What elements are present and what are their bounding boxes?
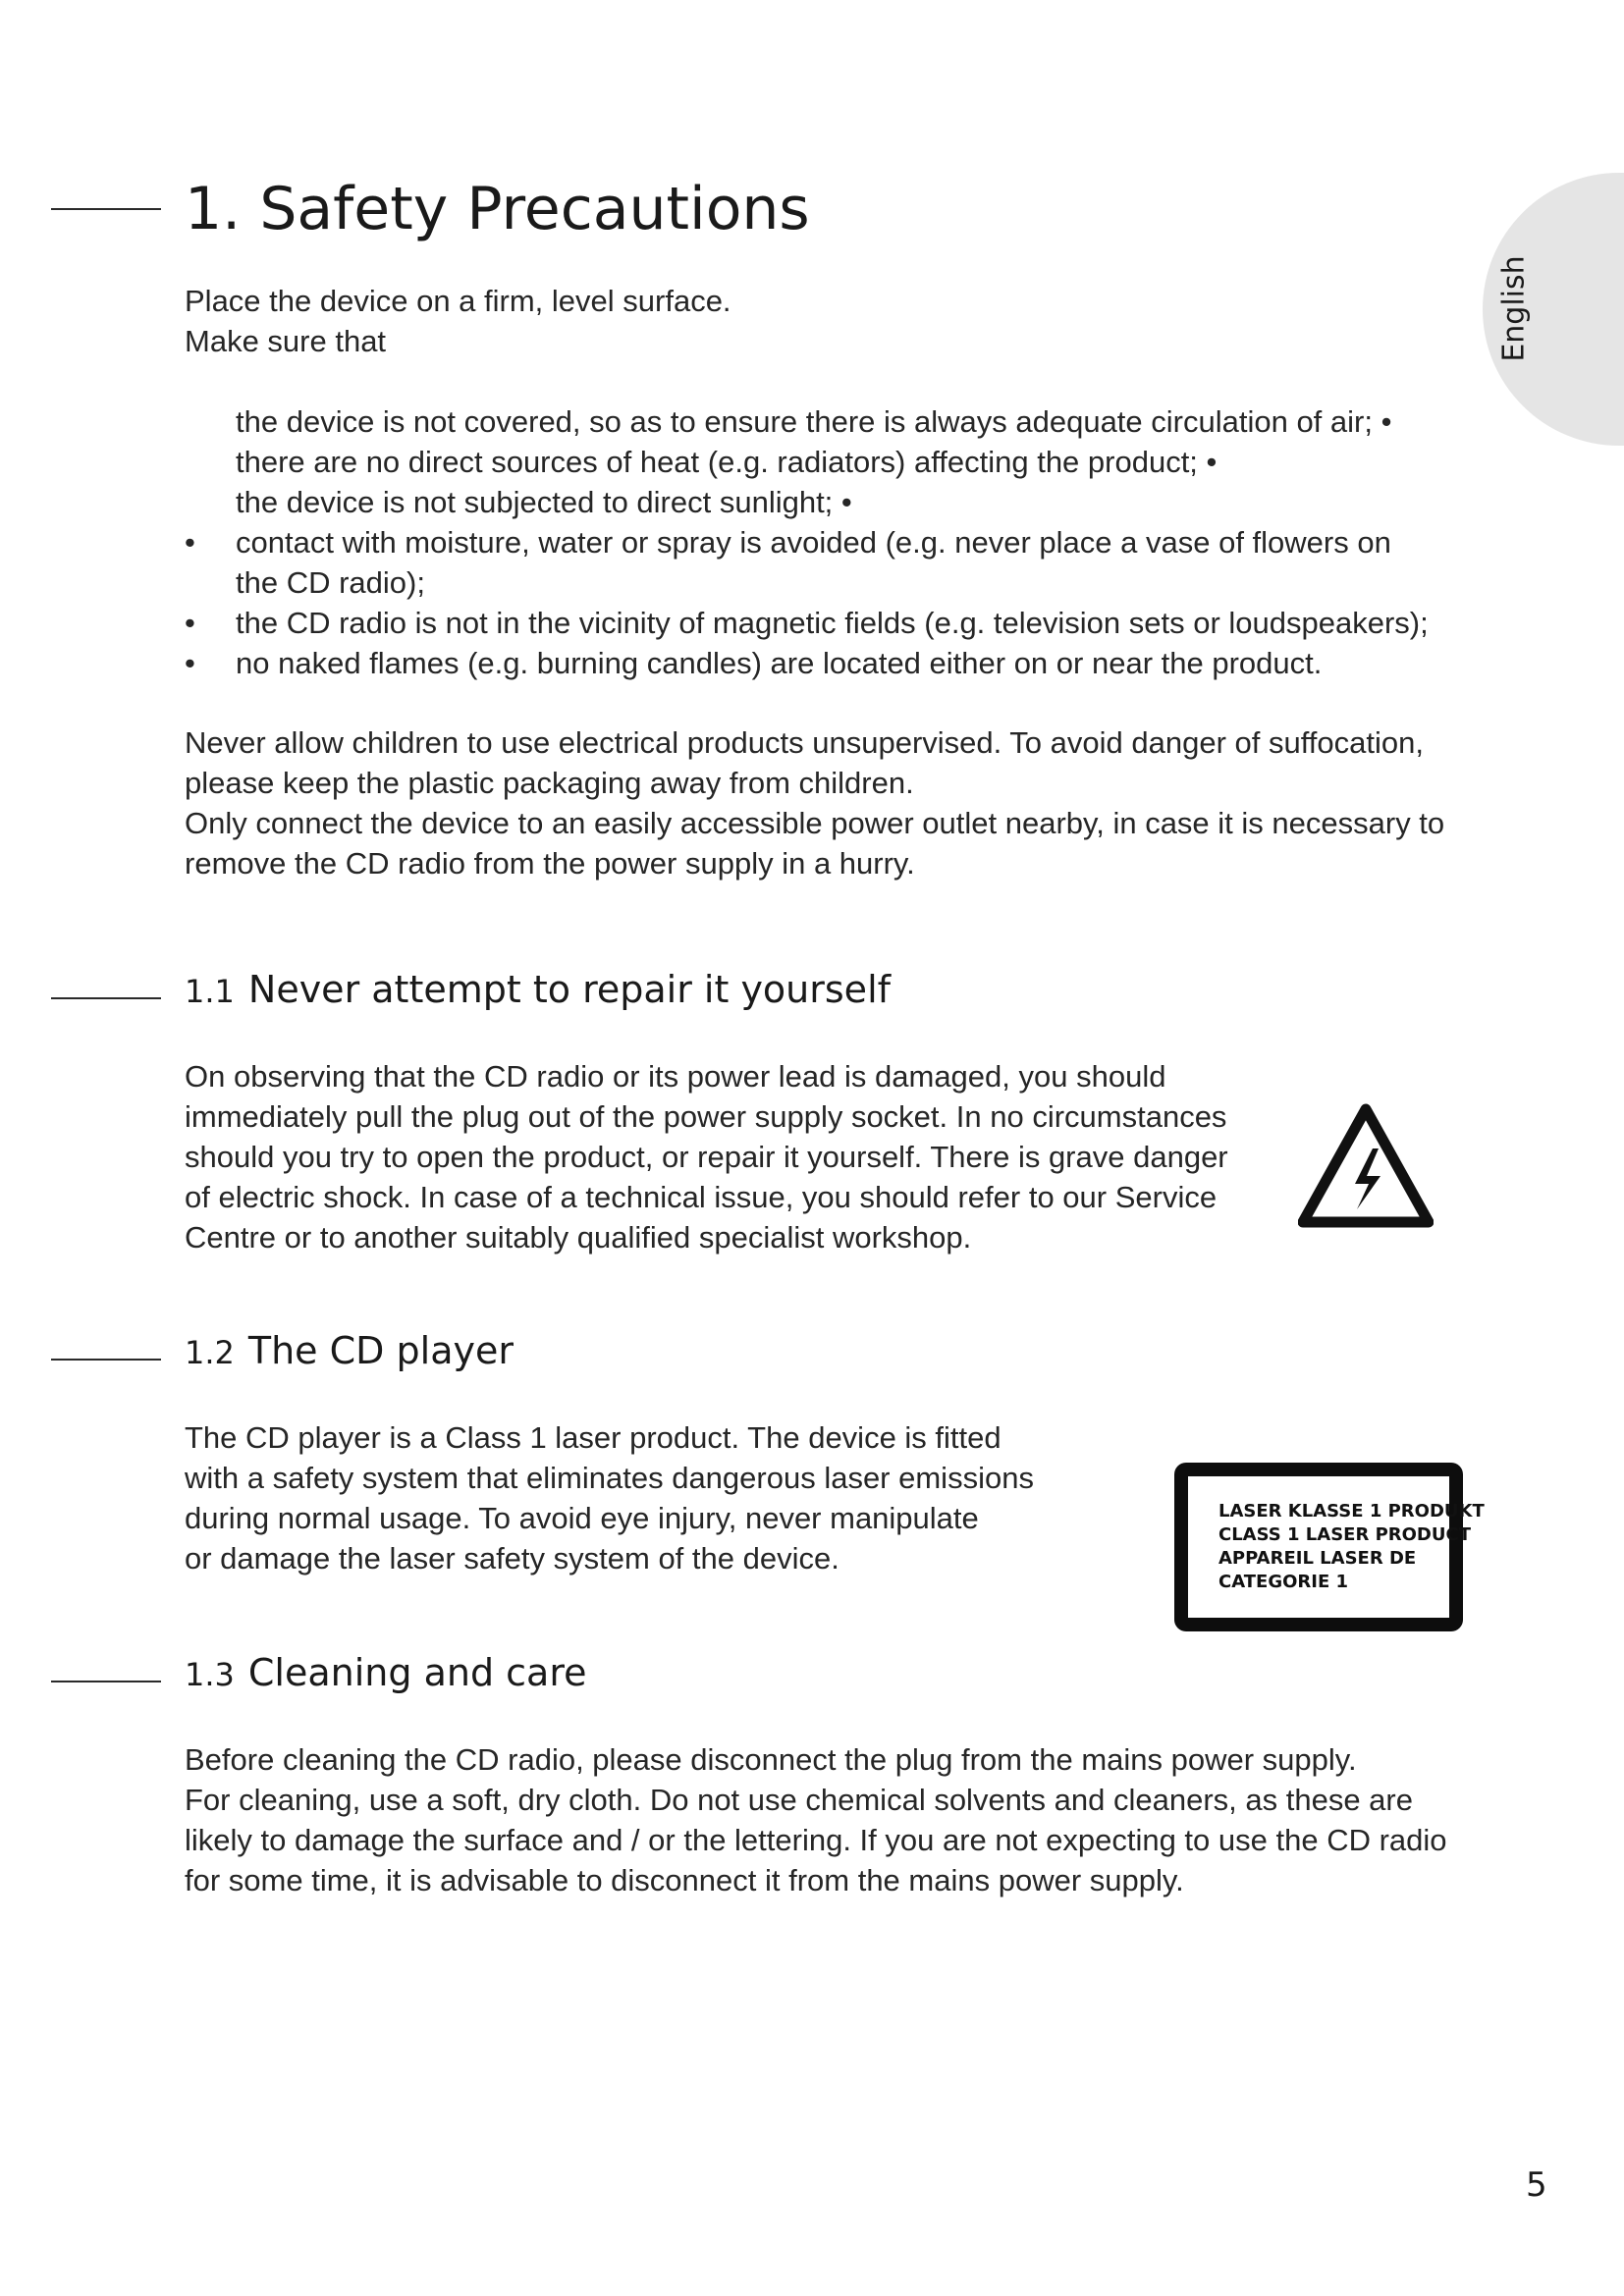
section-heading [185, 1329, 514, 1372]
laser-label-line: APPAREIL LASER DE [1218, 1548, 1417, 1569]
paragraph-line: Never allow children to use electrical products unsupervised. To avoid danger of suffocation, [185, 725, 1424, 760]
section-number: 1. [185, 175, 242, 243]
list-item-text: there are no direct sources of heat (e.g. radiators) affecting the product; • [236, 445, 1218, 479]
list-item-text: the CD radio is not in the vicinity of magnetic fields (e.g. television sets or loudspeakers); [236, 606, 1429, 640]
section-title: The CD player [247, 1329, 514, 1372]
paragraph-line: with a safety system that eliminates dangerous laser emissions [185, 1461, 1034, 1495]
cleaning-paragraph [185, 1739, 1447, 1900]
page-number: 5 [1526, 2165, 1547, 2205]
list-item [185, 442, 1429, 482]
safety-paragraph [185, 722, 1444, 883]
paragraph-line: Before cleaning the CD radio, please disconnect the plug from the mains power supply. [185, 1742, 1357, 1777]
section-number: 1.1 [185, 973, 235, 1010]
cd-player-paragraph [185, 1417, 1034, 1578]
laser-label-line: CATEGORIE 1 [1218, 1572, 1349, 1592]
paragraph-line: immediately pull the plug out of the power supply socket. In no circumstances [185, 1099, 1227, 1134]
paragraph-line: Only connect the device to an easily accessible power outlet nearby, in case it is necessary to [185, 806, 1445, 840]
intro-line: Make sure that [185, 324, 387, 358]
paragraph-line: Centre or to another suitably qualified specialist workshop. [185, 1220, 972, 1255]
section-title: Never attempt to repair it yourself [247, 968, 891, 1011]
paragraph-line: On observing that the CD radio or its power lead is damaged, you should [185, 1059, 1166, 1094]
laser-label-text [1218, 1500, 1485, 1594]
conditions-list [185, 401, 1429, 683]
list-item-text: no naked flames (e.g. burning candles) are located either on or near the product. [236, 646, 1323, 680]
page-title [185, 175, 810, 243]
list-item-text: the device is not subjected to direct sunlight; • [236, 485, 852, 519]
paragraph-line: For cleaning, use a soft, dry cloth. Do not use chemical solvents and cleaners, as these are [185, 1783, 1413, 1817]
section-rule [51, 1359, 161, 1361]
bullet: • [185, 606, 195, 640]
paragraph-line: The CD player is a Class 1 laser product. The device is fitted [185, 1420, 1001, 1455]
intro-text [185, 281, 731, 361]
list-item-text: the CD radio); [236, 565, 425, 600]
list-item [185, 643, 1429, 683]
list-item [185, 522, 1429, 603]
section-number: 1.2 [185, 1334, 235, 1371]
section-rule [51, 997, 161, 999]
section-rule [51, 208, 161, 210]
electric-shock-warning-icon [1298, 1103, 1434, 1229]
section-heading [185, 1651, 587, 1694]
list-item [185, 482, 1429, 522]
language-tab-label: English [1496, 254, 1532, 362]
bullet: • [185, 646, 195, 680]
repair-paragraph [185, 1056, 1228, 1257]
section-title: Safety Precautions [259, 175, 810, 243]
paragraph-line: or damage the laser safety system of the device. [185, 1541, 839, 1575]
list-item [185, 401, 1429, 442]
section-number: 1.3 [185, 1656, 235, 1693]
list-item-text: the device is not covered, so as to ensure there is always adequate circulation of air; • [236, 404, 1392, 439]
intro-line: Place the device on a firm, level surface. [185, 284, 731, 318]
paragraph-line: remove the CD radio from the power supply in a hurry. [185, 846, 915, 881]
paragraph-line: during normal usage. To avoid eye injury, never manipulate [185, 1501, 979, 1535]
language-tab-label-box [1483, 253, 1545, 363]
section-rule [51, 1681, 161, 1682]
laser-label-line: LASER KLASSE 1 PRODUKT [1218, 1501, 1485, 1522]
section-title: Cleaning and care [247, 1651, 587, 1694]
list-item-text: contact with moisture, water or spray is avoided (e.g. never place a vase of flowers on [236, 525, 1391, 560]
bullet: • [185, 525, 195, 560]
paragraph-line: please keep the plastic packaging away from children. [185, 766, 914, 800]
paragraph-line: of electric shock. In case of a technical issue, you should refer to our Service [185, 1180, 1218, 1214]
paragraph-line: should you try to open the product, or repair it yourself. There is grave danger [185, 1140, 1228, 1174]
list-item [185, 603, 1429, 643]
paragraph-line: likely to damage the surface and / or the lettering. If you are not expecting to use the CD radio [185, 1823, 1447, 1857]
section-heading [185, 968, 891, 1011]
paragraph-line: for some time, it is advisable to disconnect it from the mains power supply. [185, 1863, 1184, 1897]
laser-label-line: CLASS 1 LASER PRODUCT [1218, 1524, 1471, 1545]
